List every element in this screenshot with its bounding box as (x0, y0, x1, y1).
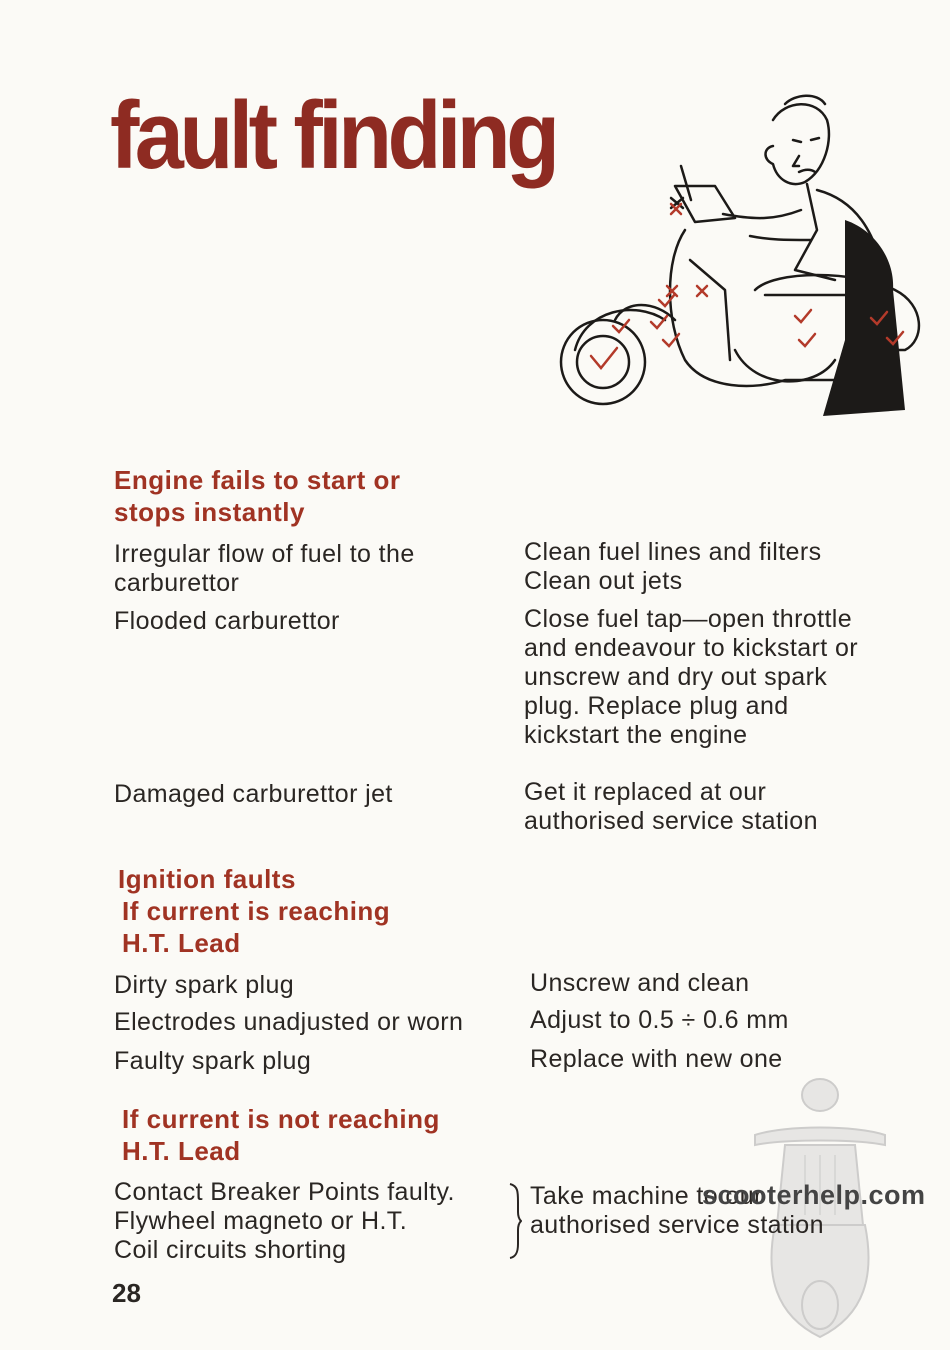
page-title: fault finding (110, 82, 556, 189)
cause-text: Flooded carburettor (114, 607, 340, 635)
cause-list (114, 1178, 514, 1265)
cause-text: Coil circuits shorting (114, 1236, 347, 1264)
remedy-text: Take machine to our authorised service station (530, 1182, 824, 1239)
cause-text: Contact Breaker Points faulty. (114, 1178, 455, 1206)
remedy-text: Unscrew and clean (530, 969, 750, 997)
remedy-text: Get it replaced at our authorised service station (524, 778, 818, 835)
cause-text: Damaged carburettor jet (114, 780, 393, 808)
remedy-text: Adjust to 0.5 ÷ 0.6 mm (530, 1006, 789, 1034)
cause-text: Flywheel magneto or H.T. (114, 1207, 408, 1235)
cause-text: Irregular flow of fuel to the carburettor (114, 540, 415, 597)
page-number: 28 (112, 1278, 141, 1308)
remedy-text: Clean fuel lines and filters Clean out jets (524, 538, 822, 595)
cause-text: Electrodes unadjusted or worn (114, 1008, 464, 1036)
section-heading-ignition: Ignition faults If current is reaching H.T. Lead (118, 864, 391, 958)
cause-text: Dirty spark plug (114, 971, 295, 999)
section-heading-not-reaching: If current is not reaching H.T. Lead (122, 1104, 440, 1166)
scooter-mechanic-illustration (555, 90, 935, 430)
brace-divider (508, 1182, 522, 1260)
remedy-text: Close fuel tap—open throttle and endeavour to kickstart or unscrew and dry out spark plug. Replace plug and kickstart the engine (524, 605, 858, 749)
section-heading-engine: Engine fails to start or stops instantly (114, 465, 401, 527)
remedy-text: Replace with new one (530, 1045, 783, 1073)
watermark-text: scooterhelp.com (702, 1180, 926, 1210)
cause-text: Faulty spark plug (114, 1047, 312, 1075)
